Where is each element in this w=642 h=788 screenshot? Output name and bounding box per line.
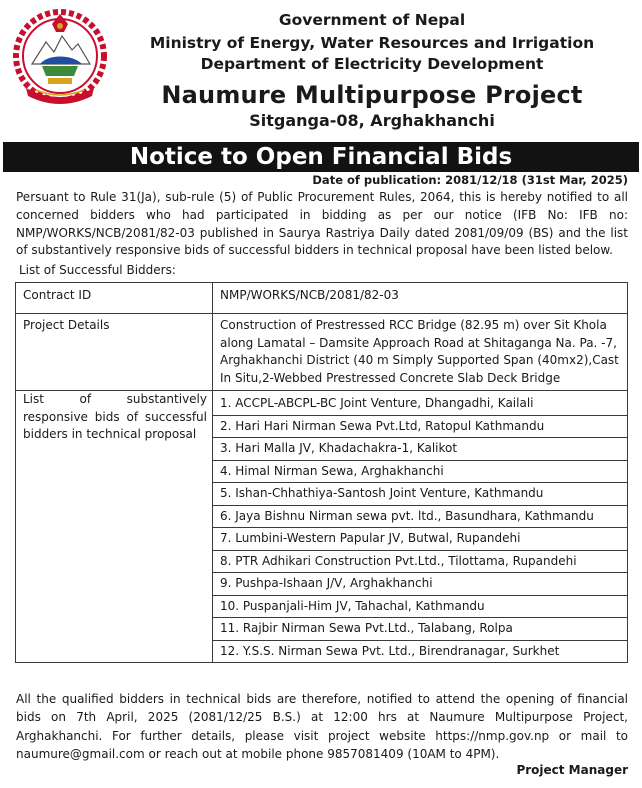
contract-value: NMP/WORKS/NCB/2081/82-03: [213, 283, 628, 314]
publication-date: Date of publication: 2081/12/18 (31st Mar, 2025): [312, 173, 628, 187]
contract-label: Contract ID: [16, 283, 213, 314]
list-item: 6. Jaya Bishnu Nirman sewa pvt. ltd., Basundhara, Kathmandu: [213, 505, 628, 528]
project-row: [16, 314, 628, 391]
notice-title-banner: Notice to Open Financial Bids: [3, 142, 639, 172]
list-item: 11. Rajbir Nirman Sewa Pvt.Ltd., Talabang, Rolpa: [213, 618, 628, 641]
list-label: List of Successful Bidders:: [19, 263, 176, 277]
list-item: 2. Hari Hari Nirman Sewa Pvt.Ltd, Ratopul Kathmandu: [213, 415, 628, 438]
ministry-name: Ministry of Energy, Water Resources and Irrigation: [149, 34, 595, 52]
project-label: Project Details: [16, 314, 213, 391]
list-item: 4. Himal Nirman Sewa, Arghakhanchi: [213, 460, 628, 483]
project-title: Naumure Multipurpose Project: [161, 81, 583, 109]
bidders-table: [15, 282, 628, 663]
department-name: Department of Electricity Development: [200, 55, 544, 73]
list-item: 5. Ishan-Chhathiya-Santosh Joint Venture, Kathmandu: [213, 483, 628, 506]
project-value: Construction of Prestressed RCC Bridge (82.95 m) over Sit Khola along Lamatal – Damsite Approach Road at Shitaganga Na. Pa. -7, Arghakhanchi District (40 m Simply Supported Span (40mx2),Cast In Situ,2-Webbed Prestressed Concrete Slab Deck Bridge: [213, 314, 628, 391]
intro-paragraph: Persuant to Rule 31(Ja), sub-rule (5) of Public Procurement Rules, 2064, this is hereby notified to all concerned bidders who had participated in bidding as per our notice (IFB No: IFB no: NMP/WORKS/NCB/2081/82-03 published in Saurya Rastriya Daily dated 2081/09/09 (BS) and the list of substantively responsive bids of successful bidders in technical proposal have been listed below.: [16, 190, 628, 258]
government-name: Government of Nepal: [278, 11, 466, 29]
project-location: Sitganga-08, Arghakhanchi: [249, 111, 495, 130]
list-item: 10. Puspanjali-Him JV, Tahachal, Kathmandu: [213, 595, 628, 618]
responsive-label: List of substantively responsive bids of successful bidders in technical proposal: [16, 391, 213, 663]
list-item: 1. ACCPL-ABCPL-BC Joint Venture, Dhangadhi, Kailali: [213, 391, 628, 416]
list-item: 3. Hari Malla JV, Khadachakra-1, Kalikot: [213, 438, 628, 461]
list-item: 8. PTR Adhikari Construction Pvt.Ltd., Tilottama, Rupandehi: [213, 550, 628, 573]
list-item: 9. Pushpa-Ishaan J/V, Arghakhanchi: [213, 573, 628, 596]
closing-paragraph: All the qualified bidders in technical bids are therefore, notified to attend the opening of financial bids on 7th April, 2025 (2081/12/25 B.S.) at 12:00 hrs at Naumure Multipurpose Project, Arghakhanchi. For further details, please visit project website https://nmp.gov.np or mail to naumure@gmail.com or reach out at mobile phone 9857081409 (10AM to 4PM).: [16, 692, 628, 761]
table-row: [16, 391, 628, 416]
contract-row: [16, 283, 628, 314]
nepal-government-emblem-icon: [12, 6, 108, 110]
list-item: 12. Y.S.S. Nirman Sewa Pvt. Ltd., Birendranagar, Surkhet: [213, 640, 628, 663]
list-item: 7. Lumbini-Western Papular JV, Butwal, Rupandehi: [213, 528, 628, 551]
signoff: Project Manager: [516, 763, 628, 777]
